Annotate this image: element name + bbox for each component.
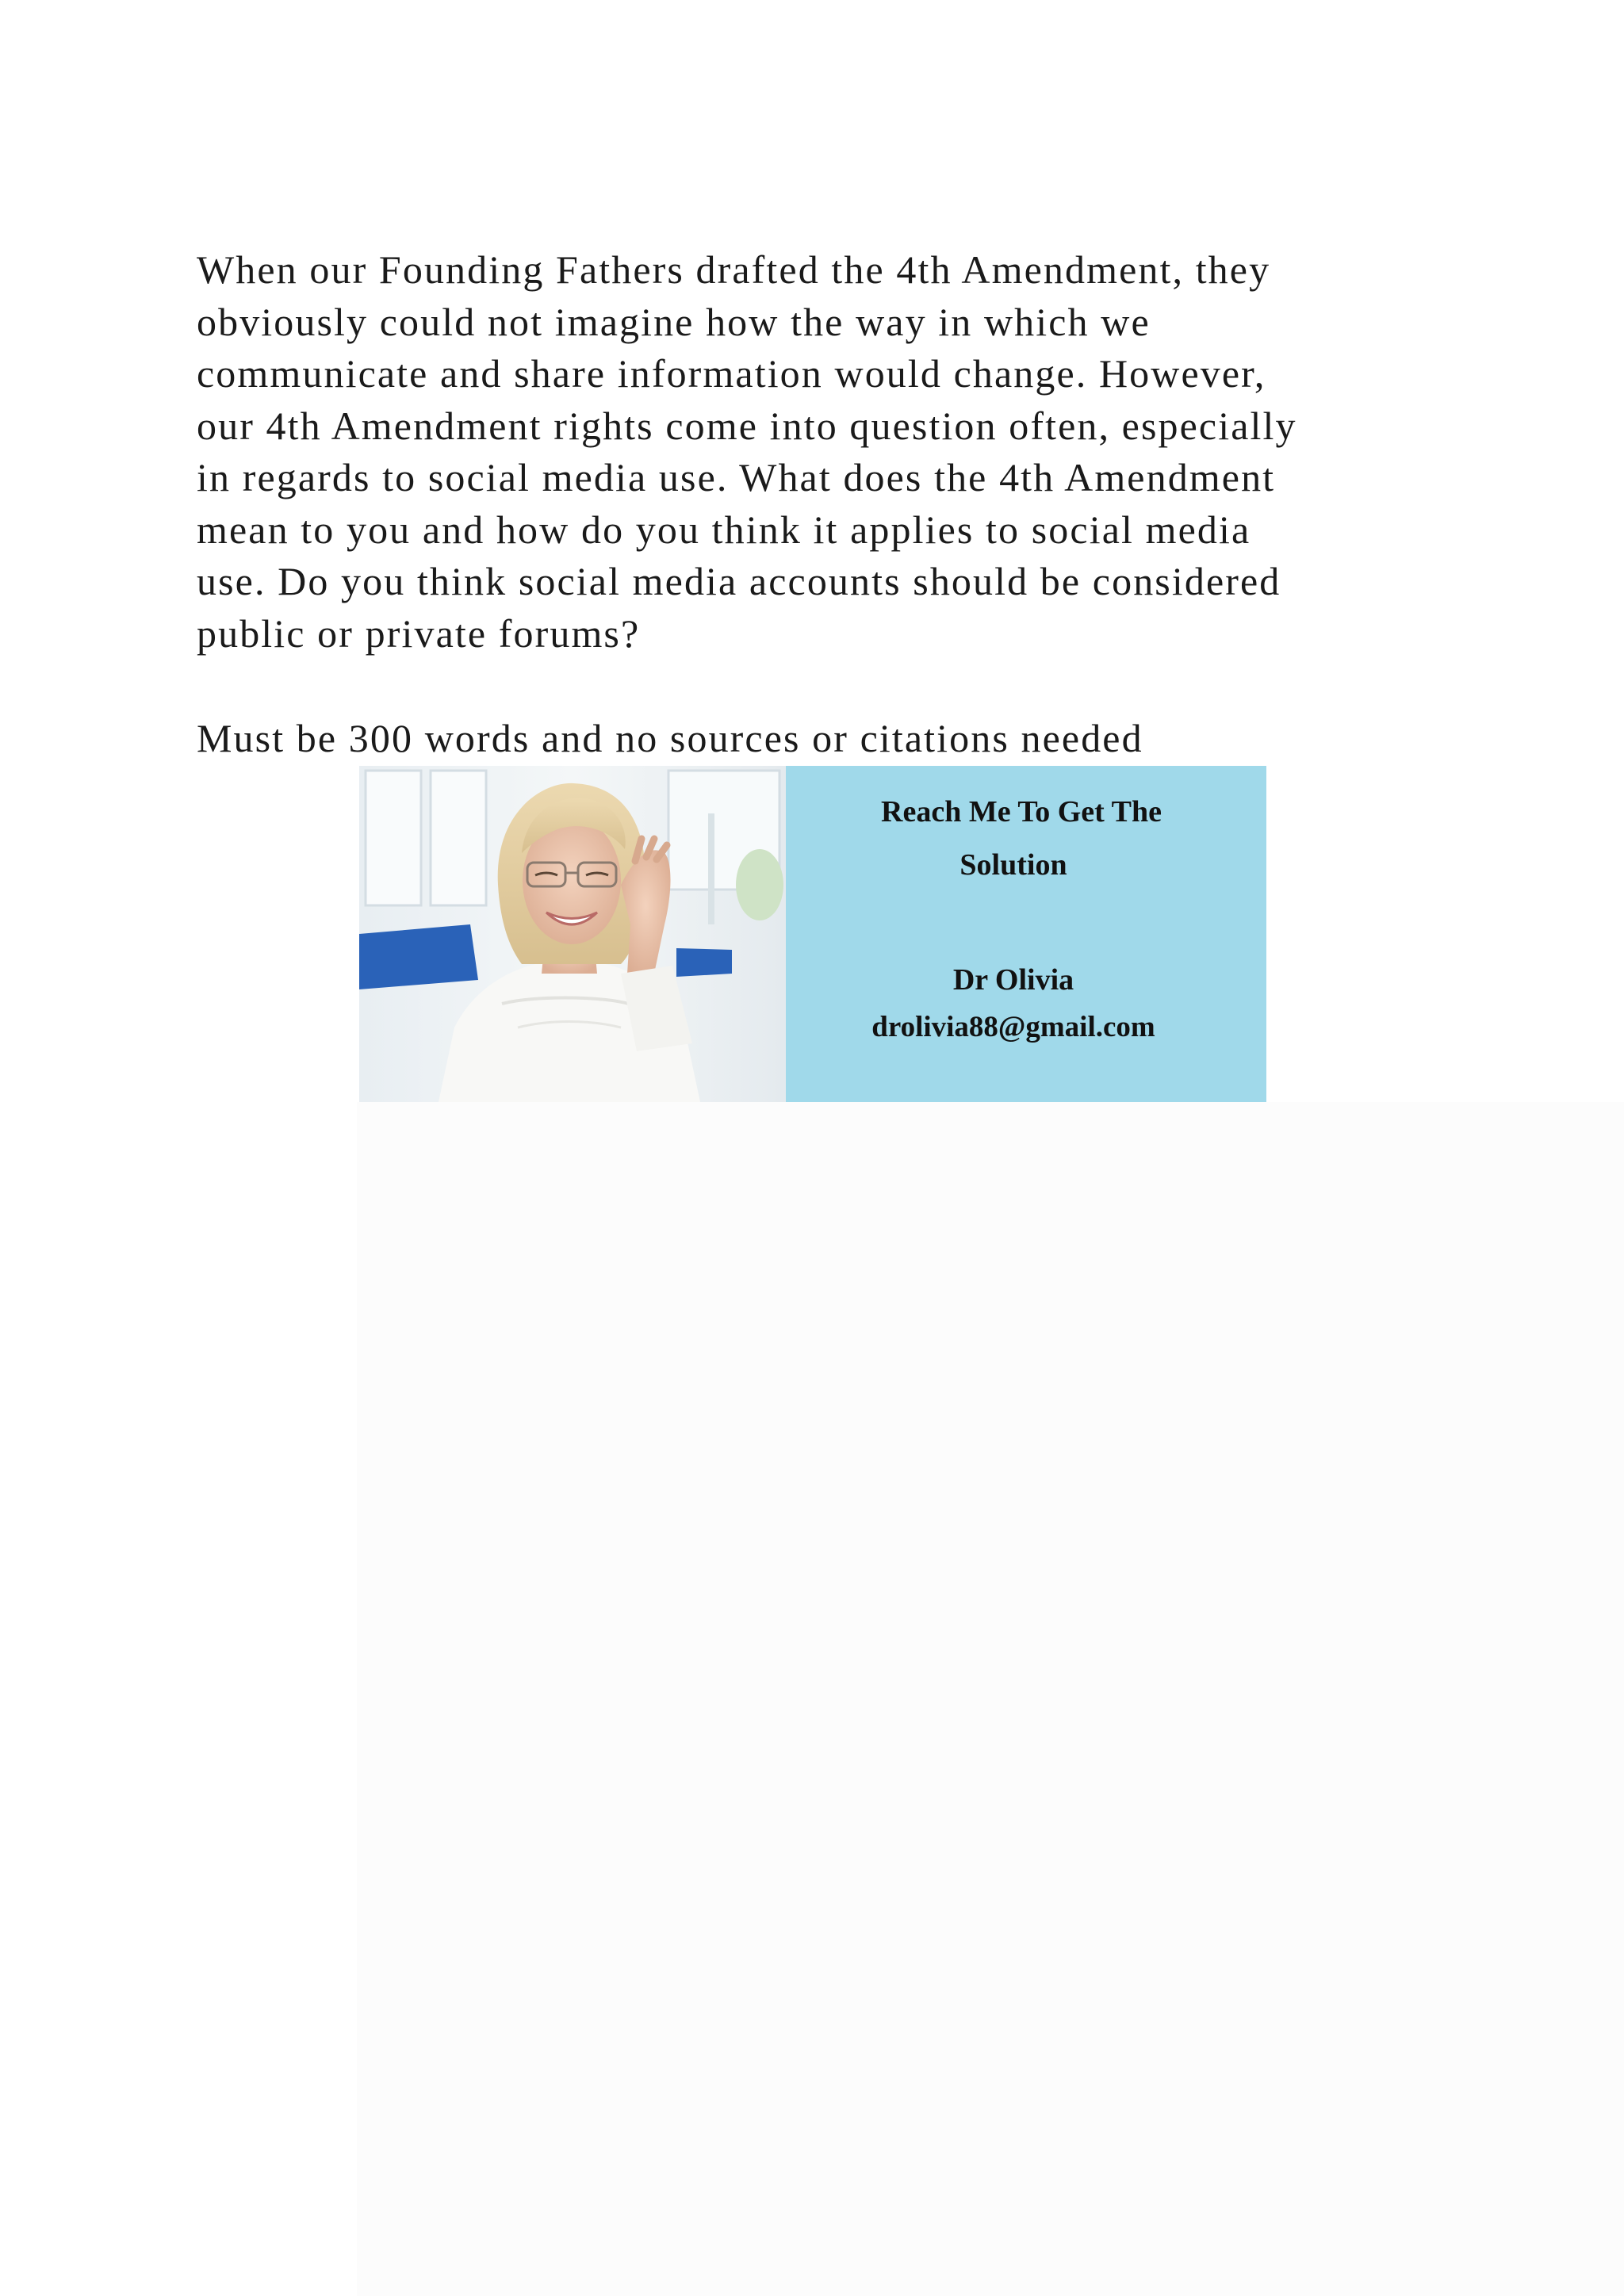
promo-banner <box>359 766 1266 1102</box>
promo-heading-line-1: Reach Me To Get The <box>881 795 1162 828</box>
promo-heading-line-2: Solution <box>959 848 1067 882</box>
contact-info-panel <box>786 766 1266 1102</box>
page-background-shade <box>357 1102 1624 2296</box>
woman-photo <box>359 766 786 1102</box>
question-paragraph: When our Founding Fathers drafted the 4th Amendment, they obviously could not imagine how the way in which we communicate and share information would change. However, our 4th Amendment rights come into question often, especially in regards to social media use. What does the 4th Amendment mean to you and how do you think it applies to social media use. Do you think social media accounts should be considered public or private forums? <box>197 247 1297 656</box>
contact-name: Dr Olivia <box>952 963 1074 997</box>
requirement-line: Must be 300 words and no sources or citations needed <box>197 716 1143 760</box>
contact-email: drolivia88@gmail.com <box>871 1011 1155 1043</box>
